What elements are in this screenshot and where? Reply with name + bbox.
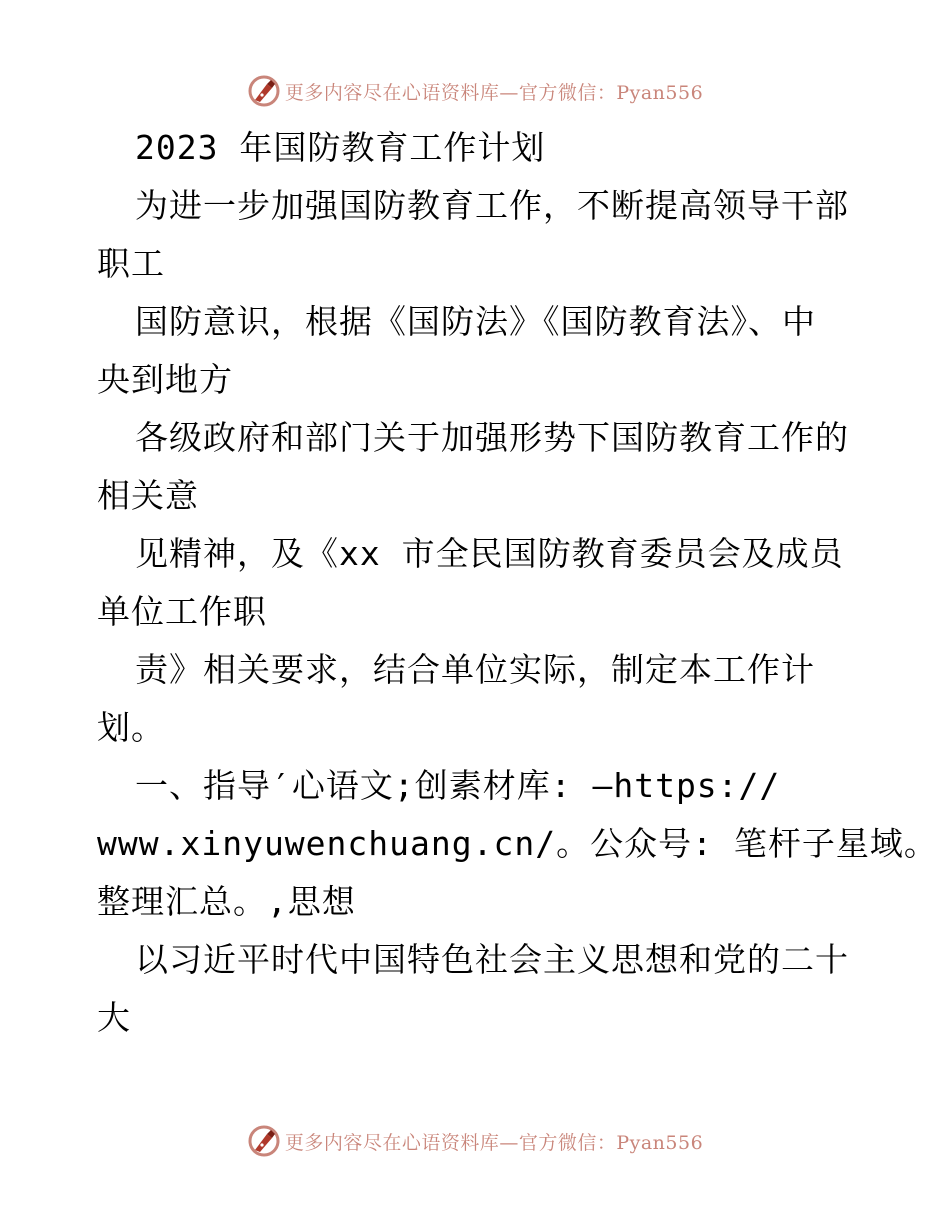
text-line: 职工 [97, 244, 165, 283]
text-line: 相关意 [97, 476, 199, 515]
text-line: 大 [97, 998, 131, 1037]
watermark-text: 更多内容尽在心语资料库—官方微信：Pyan556 [284, 81, 704, 104]
document-body [97, 119, 938, 1047]
pen-nib-logo-icon [247, 74, 281, 108]
text-line: 单位工作职 [97, 592, 267, 631]
text-line: 各级政府和部门关于加强形势下国防教育工作的 [135, 418, 849, 457]
header-watermark [0, 71, 950, 111]
watermark-text: 更多内容尽在心语资料库—官方微信：Pyan556 [284, 1131, 704, 1154]
text-line: 整理汇总。,思想 [97, 882, 356, 921]
text-line: 央到地方 [97, 360, 233, 399]
text-line: 一、指导′心语文;创素材库: —https:// [135, 766, 781, 805]
text-line: 见精神，及《xx 市全民国防教育委员会及成员 [135, 534, 844, 573]
text-line: 责》相关要求，结合单位实际，制定本工作计 [135, 650, 815, 689]
text-line: 为进一步加强国防教育工作，不断提高领导干部 [135, 186, 849, 225]
text-line: 2023 年国防教育工作计划 [135, 128, 546, 167]
text-line: 划。 [97, 708, 165, 747]
footer-watermark [0, 1121, 950, 1161]
pen-nib-logo-icon [247, 1124, 281, 1158]
text-line: 国防意识，根据《国防法》《国防教育法》、中 [135, 302, 816, 341]
text-line: www.xinyuwenchuang.cn/。公众号: 笔杆子星域。 [97, 824, 938, 863]
text-line: 以习近平时代中国特色社会主义思想和党的二十 [135, 940, 849, 979]
